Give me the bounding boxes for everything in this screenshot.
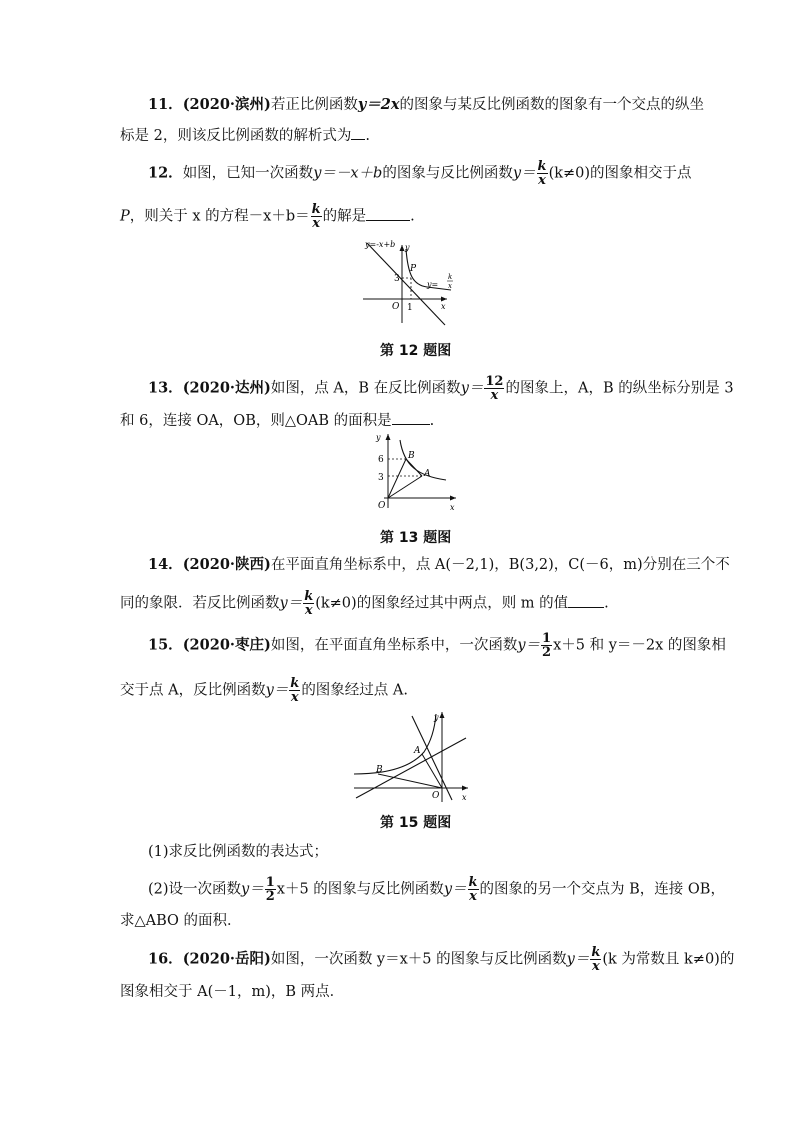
q15-sub2-line2: 求△ABO 的面积． <box>120 913 242 929</box>
q16-line2: 图象相交于 A(－1，m)，B 两点． <box>120 984 345 1000</box>
q15-fraction-2 <box>289 677 300 704</box>
q15-sub2-text-b: x＋5 的图象与反比例函数 <box>276 881 444 898</box>
q11-line1 <box>148 95 704 115</box>
q14-line2 <box>120 590 609 617</box>
q12-curve-k: k <box>448 273 453 281</box>
q12-point-p: P <box>120 208 130 225</box>
q15-source: (2020·枣庄) <box>182 636 271 654</box>
q12-frac2-den: x <box>312 216 321 231</box>
q12-text-2b: ，则关于 x 的方程－x＋b＝ <box>129 208 310 225</box>
q15-sub2-frac2-den: x <box>469 889 477 904</box>
q15-line1 <box>148 632 726 659</box>
q16-fraction <box>590 946 601 973</box>
q13-tick-3: 3 <box>378 473 384 483</box>
q11-expr: y＝2x <box>357 96 400 113</box>
q13-a-label: A <box>424 469 431 479</box>
q13-figure <box>368 430 460 518</box>
q15-frac-den: 2 <box>542 645 552 660</box>
q15-sub2-frac-den: 2 <box>265 889 275 904</box>
q16-frac-den: x <box>591 959 600 974</box>
q15-yeq2: y＝ <box>265 682 289 699</box>
q15-text-2a: 交于点 A，反比例函数 <box>120 682 266 699</box>
q11-text-1b: 的图象与某反比例函数的图象有一个交点的纵坐 <box>399 97 704 113</box>
q15-line2 <box>120 677 408 704</box>
q14-text-1: 在平面直角坐标系中，点 A(－2,1)，B(3,2)，C(－6，m)分别在三个不 <box>270 557 730 573</box>
q12-y-arrow <box>400 245 405 251</box>
q15-frac2-den: x <box>290 690 299 705</box>
q15-frac-num: 1 <box>542 631 552 646</box>
q12-x-label: x <box>441 302 446 311</box>
q11-text-2: 标是 2，则该反比例函数的解析式为 <box>120 128 352 144</box>
q13-text-2: 和 6，连接 OA，OB，则△OAB 的面积是 <box>120 413 392 429</box>
q12-line1 <box>148 160 692 187</box>
q12-curve-x: x <box>448 282 452 290</box>
q13-text-1a: 如图，点 A，B 在反比例函数 <box>270 380 461 397</box>
q16-text-1a: 如图，一次函数 y＝x＋5 的图象与反比例函数 <box>270 951 567 968</box>
q12-line2 <box>120 203 415 230</box>
q11-line2 <box>120 125 370 146</box>
q14-fraction <box>303 590 314 617</box>
q15-a-label: A <box>414 746 421 756</box>
q13-answer-blank[interactable] <box>392 410 430 425</box>
q16-source: (2020·岳阳) <box>182 950 271 968</box>
q12-text-2c: 的解是 <box>322 208 367 225</box>
q15-sub2-yeq: y＝ <box>241 881 264 898</box>
q15-sub1: (1)求反比例函数的表达式； <box>148 844 329 860</box>
q12-tick-1: 1 <box>407 303 413 313</box>
q12-period: . <box>410 208 415 225</box>
q12-frac2-num: k <box>311 202 321 217</box>
q12-frac-num: k <box>537 159 547 174</box>
q16-yeq: y＝ <box>566 951 590 968</box>
q15-text-2b: 的图象经过点 A. <box>301 682 409 699</box>
q16-line1 <box>148 946 734 973</box>
q13-b-label: B <box>408 451 415 461</box>
q13-yeq: y＝ <box>460 380 484 397</box>
q12-text-1c: (k≠0)的图象相交于点 <box>548 165 692 182</box>
q15-caption: 第 15 题图 <box>380 815 452 831</box>
q15-x-arrow <box>462 786 468 791</box>
q16-number: 16． <box>148 950 183 968</box>
q12-fraction <box>537 160 548 187</box>
q13-y-label: y <box>376 433 381 442</box>
q15-sub2-line1 <box>148 876 725 903</box>
q16-text-1b: (k 为常数且 k≠0)的 <box>602 951 735 968</box>
q13-text-1b: 的图象上，A，B 的纵坐标分别是 3 <box>505 380 734 397</box>
q11-number: 11． <box>148 96 183 113</box>
q13-number: 13． <box>148 379 183 397</box>
q14-text-2a: 同的象限．若反比例函数 <box>120 595 280 612</box>
q12-frac-den: x <box>538 173 546 188</box>
q15-text-1a: 如图，在平面直角坐标系中，一次函数 <box>270 637 518 654</box>
q14-frac-num: k <box>304 589 314 604</box>
q13-caption: 第 13 题图 <box>380 530 452 546</box>
q15-sub2-frac2-num: k <box>468 875 478 890</box>
q12-line-label: y=-x+b <box>365 240 396 249</box>
q12-text-1b: 的图象与反比例函数 <box>382 165 513 182</box>
q15-b-label: B <box>376 765 383 775</box>
q12-curve-label: y= <box>427 280 439 289</box>
q15-sub2-text-c: 的图象的另一个交点为 B，连接 OB， <box>479 881 725 898</box>
q15-number: 15． <box>148 636 183 654</box>
q13-fraction <box>484 375 504 402</box>
q11-answer-blank[interactable] <box>351 125 365 140</box>
q15-x-label: x <box>462 793 467 802</box>
q12-yeq: y＝ <box>512 165 536 182</box>
q12-number: 12． <box>148 164 183 182</box>
q12-x-arrow <box>441 297 447 302</box>
q15-frac2-num: k <box>290 676 300 691</box>
q13-frac-den: x <box>490 388 499 403</box>
q15-yeq: y＝ <box>517 637 541 654</box>
q12-y-label: y <box>405 243 410 252</box>
q15-sub2-frac-num: 1 <box>265 875 275 890</box>
q16-frac-num: k <box>591 945 601 960</box>
q13-source: (2020·达州) <box>182 379 271 397</box>
q12-expr: y＝－x＋b <box>313 165 383 182</box>
q11-text-1a: 若正比例函数 <box>270 97 358 113</box>
q15-sub2-text-a: (2)设一次函数 <box>148 881 242 898</box>
q14-text-2b: (k≠0)的图象经过其中两点，则 m 的值 <box>315 595 569 612</box>
q14-answer-blank[interactable] <box>568 593 604 608</box>
q15-fraction <box>541 632 552 659</box>
q12-origin-label: O <box>392 302 400 312</box>
q11-period: . <box>365 128 370 144</box>
q15-sub2-yeq2: y＝ <box>443 881 467 898</box>
q13-period: . <box>429 413 435 429</box>
q12-fraction-2 <box>311 203 322 230</box>
q15-origin-label: O <box>432 791 440 801</box>
q11-source: (2020·滨州) <box>182 96 271 113</box>
q13-segment-ab <box>406 459 422 476</box>
q14-number: 14． <box>148 556 183 573</box>
q14-source: (2020·陕西) <box>182 556 271 573</box>
q12-p-label: P <box>410 264 417 274</box>
q15-text-1b: x＋5 和 y＝－2x 的图象相 <box>553 637 726 654</box>
q15-sub2-fraction-2 <box>468 876 479 903</box>
q14-frac-den: x <box>304 603 313 618</box>
q14-period: . <box>604 595 609 612</box>
q15-y-label: y <box>434 713 439 722</box>
q13-frac-num: 12 <box>485 374 504 389</box>
q12-answer-blank[interactable] <box>366 206 410 221</box>
q15-figure <box>350 708 474 804</box>
q13-line1 <box>148 375 734 402</box>
q12-tick-3: 3 <box>394 274 400 284</box>
q12-text-1a: 如图，已知一次函数 <box>182 165 314 182</box>
q14-yeq: y＝ <box>279 595 303 612</box>
q15-y-arrow <box>440 712 445 718</box>
q14-line1 <box>148 555 730 575</box>
q13-line2 <box>120 410 434 431</box>
q12-figure <box>355 235 465 327</box>
q12-caption: 第 12 题图 <box>380 343 452 359</box>
q13-x-arrow <box>450 496 456 501</box>
q15-sub2-fraction <box>265 876 276 903</box>
q15-hyperbola <box>354 714 436 774</box>
q13-origin-label: O <box>378 501 386 511</box>
q13-x-label: x <box>450 503 455 512</box>
q15-line-half-x-plus-5 <box>356 738 466 798</box>
q13-y-arrow <box>386 434 391 440</box>
q13-tick-6: 6 <box>378 455 384 465</box>
